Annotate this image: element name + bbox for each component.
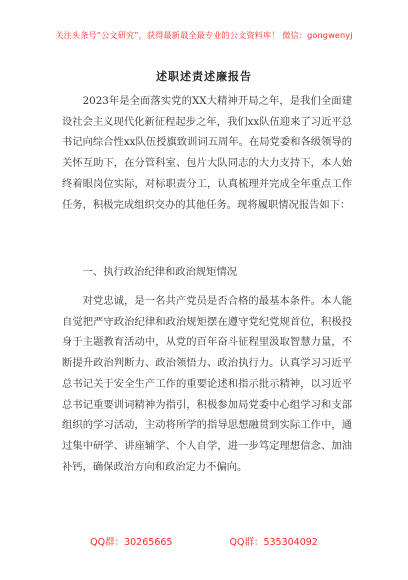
intro-paragraph: 2023年是全面落实党的XX大精神开局之年，是我们全面建设社会主义现代化新征程起步之年，我们xx队伍迎来了习近平总书记向综合性xx队伍授旗致训词五周年。在局党委和各级领导的关怀互助下，在分管科室、包片大队同志的大力支持下，本人始终着眼岗位实际，对标职责分工，认真梳理并完成全年重点工作任务，积极完成组织交办的其他任务。现将履职情况报告如下：	[62, 95, 352, 211]
document-title: 述职述责述廉报告	[156, 70, 252, 83]
footer-qq-group-1: QQ群：30265665	[90, 537, 173, 548]
footer-contacts	[0, 534, 408, 548]
section-paragraph: 对党忠诚，是一名共产党员是否合格的最基本条件。本人能自觉把严守政治纪律和政治规矩摆在遵守党纪党规首位，积极投身于主题教育活动中，从党的百年奋斗征程里汲取智慧力量，不断提升政治判断力、政治领悟力、政治执行力。认真学习习近平总书记关于安全生产工作的重要论述和指示批示精神，以习近平总书记重要训词精神为指引，积极参加局党委中心组学习和支部组织的学习活动，主动将所学的指导思想融贯到实际工作中，通过集中研学、讲座辅学、个人自学，进一步笃定理想信念、加油补钙，确保政治方向和政治定力不偏向。	[62, 295, 352, 473]
footer-qq-group-2: QQ群：535304092	[229, 537, 318, 548]
section-heading: 一、执行政治纪律和政治规矩情况	[82, 266, 238, 278]
header-banner: 关注头条号“公文研究”，获得最新最全最专业的公文资料库！ 微信：gongwenyj	[55, 30, 353, 40]
